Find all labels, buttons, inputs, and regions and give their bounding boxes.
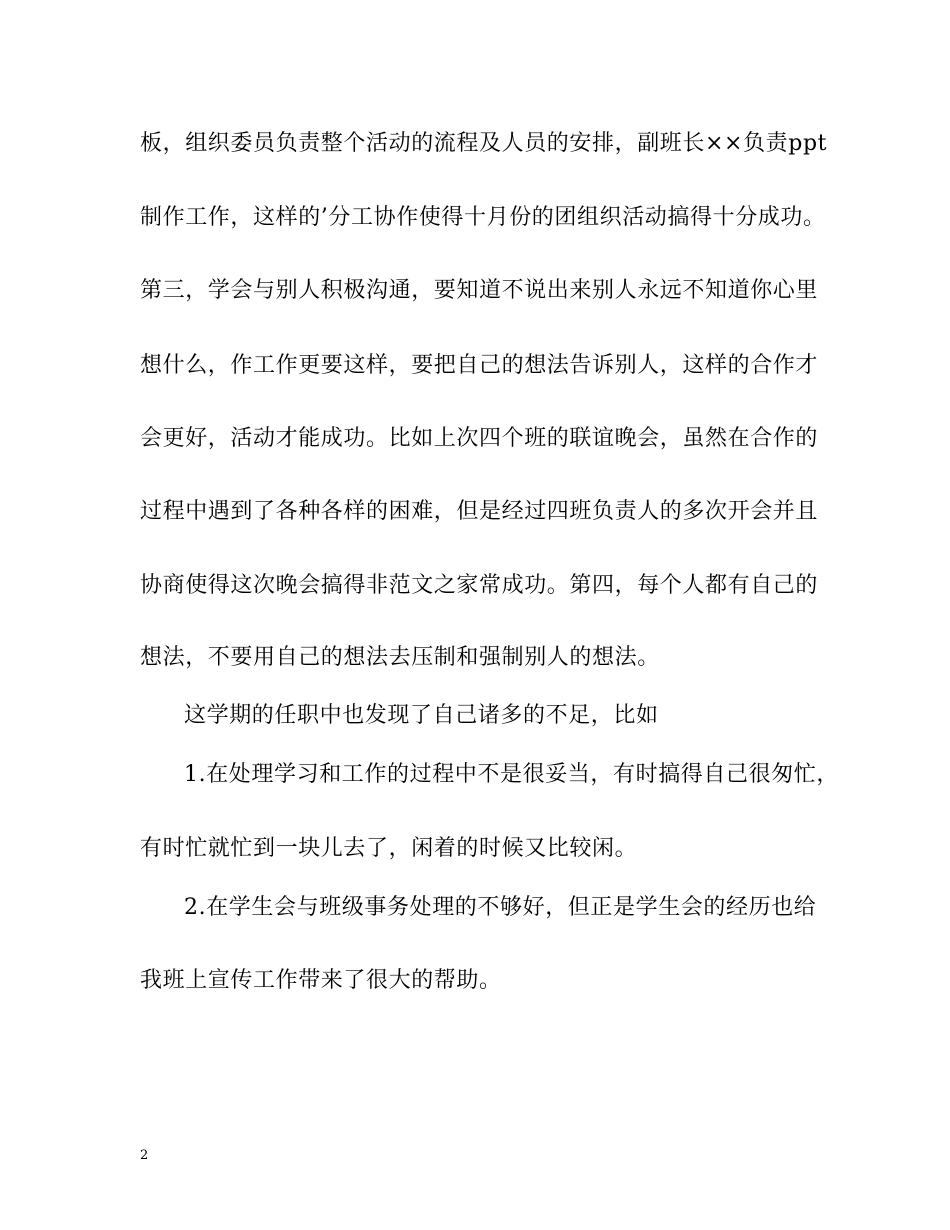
list-item-1-continuation: 有时忙就忙到一块儿去了，闲着的时候又比较闲。 <box>140 836 638 861</box>
text-line: 制作工作，这样的’分工协作使得十月份的团组织活动搞得十分成功。 <box>140 205 826 230</box>
paragraph-first-line: 这学期的任职中也发现了自己诸多的不足，比如 <box>184 703 659 728</box>
text-line: 板，组织委员负责整个活动的流程及人员的安排，副班长××负责ppt <box>140 131 828 156</box>
list-item-1-first-line: 1.在处理学习和工作的过程中不是很妥当，有时搞得自己很匆忙， <box>184 762 839 787</box>
text-line: 第三，学会与别人积极沟通，要知道不说出来别人永远不知道你心里 <box>140 278 819 303</box>
text-line: 协商使得这次晚会搞得非范文之家常成功。第四，每个人都有自己的 <box>140 573 819 598</box>
text-line: 会更好，活动才能成功。比如上次四个班的联谊晚会，虽然在合作的 <box>140 426 819 451</box>
list-item-2-continuation: 我班上宣传工作带来了很大的帮助。 <box>140 968 502 993</box>
text-line: 想法，不要用自己的想法去压制和强制别人的想法。 <box>140 645 660 670</box>
text-line: 想什么，作工作更要这样，要把自己的想法告诉别人，这样的合作才 <box>140 353 819 378</box>
list-item-2-first-line: 2.在学生会与班级事务处理的不够好，但正是学生会的经历也给 <box>184 895 817 920</box>
page-number: 2 <box>140 1148 149 1163</box>
text-line: 过程中遇到了各种各样的困难，但是经过四班负责人的多次开会并且 <box>140 499 819 524</box>
